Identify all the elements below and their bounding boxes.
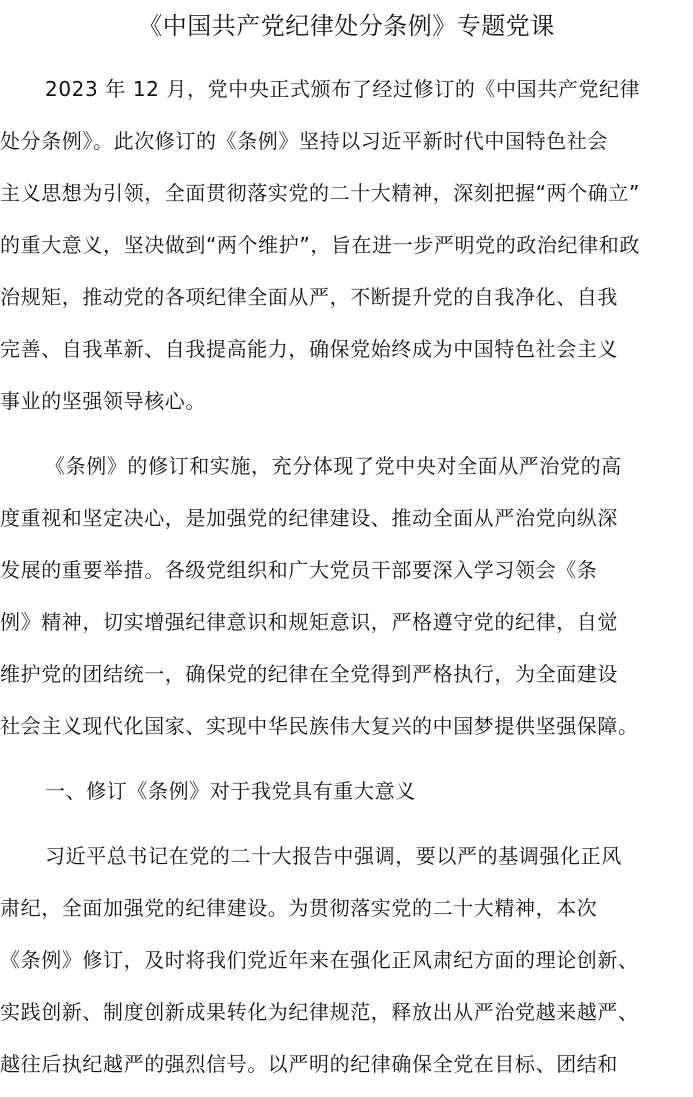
paragraph-1-line-1: 2023 年 12 月，党中央正式颁布了经过修订的《中国共产党纪律 (45, 77, 641, 101)
paragraph-2-line-4: 例》精神，切实增强纪律意识和规矩意识，严格遵守党的纪律，自觉 (0, 610, 618, 634)
paragraph-2-line-5: 维护党的团结统一，确保党的纪律在全党得到严格执行，为全面建设 (0, 662, 618, 686)
paragraph-1-line-3: 主义思想为引领，全面贯彻落实党的二十大精神，深刻把握“两个确立” (0, 181, 640, 205)
paragraph-1-line-2: 处分条例》。此次修订的《条例》坚持以习近平新时代中国特色社会 (0, 129, 608, 153)
page-title: 《中国共产党纪律处分条例》专题党课 (138, 12, 555, 40)
paragraph-3-line-1: 习近平总书记在党的二十大报告中强调，要以严的基调强化正风 (45, 844, 622, 868)
paragraph-3-line-4: 实践创新、制度创新成果转化为纪律规范，释放出从严治党越来越严、 (0, 1000, 639, 1024)
paragraph-2-line-2: 度重视和坚定决心，是加强党的纪律建设、推动全面从严治党向纵深 (0, 506, 618, 530)
paragraph-1-line-4: 的重大意义，坚决做到“两个维护”，旨在进一步严明党的政治纪律和政 (0, 233, 640, 257)
paragraph-1-line-6: 完善、自我革新、自我提高能力，确保党始终成为中国特色社会主义 (0, 337, 618, 361)
paragraph-3-line-2: 肃纪，全面加强党的纪律建设。为贯彻落实党的二十大精神，本次 (0, 896, 598, 920)
paragraph-2-line-3: 发展的重要举措。各级党组织和广大党员干部要深入学习领会《条 (0, 558, 598, 582)
paragraph-3-line-3: 《条例》修订，及时将我们党近年来在强化正风肃纪方面的理论创新、 (0, 948, 639, 972)
section-heading: 一、修订《条例》对于我党具有重大意义 (45, 779, 416, 803)
paragraph-2-line-6: 社会主义现代化国家、实现中华民族伟大复兴的中国梦提供坚强保障。 (0, 714, 639, 738)
paragraph-1-line-5: 治规矩，推动党的各项纪律全面从严，不断提升党的自我净化、自我 (0, 285, 618, 309)
paragraph-3-line-5: 越往后执纪越严的强烈信号。以严明的纪律确保全党在目标、团结和 (0, 1052, 618, 1076)
paragraph-2-line-1: 《条例》的修订和实施，充分体现了党中央对全面从严治党的高 (45, 454, 622, 478)
paragraph-1-line-7: 事业的坚强领导核心。 (0, 389, 206, 413)
